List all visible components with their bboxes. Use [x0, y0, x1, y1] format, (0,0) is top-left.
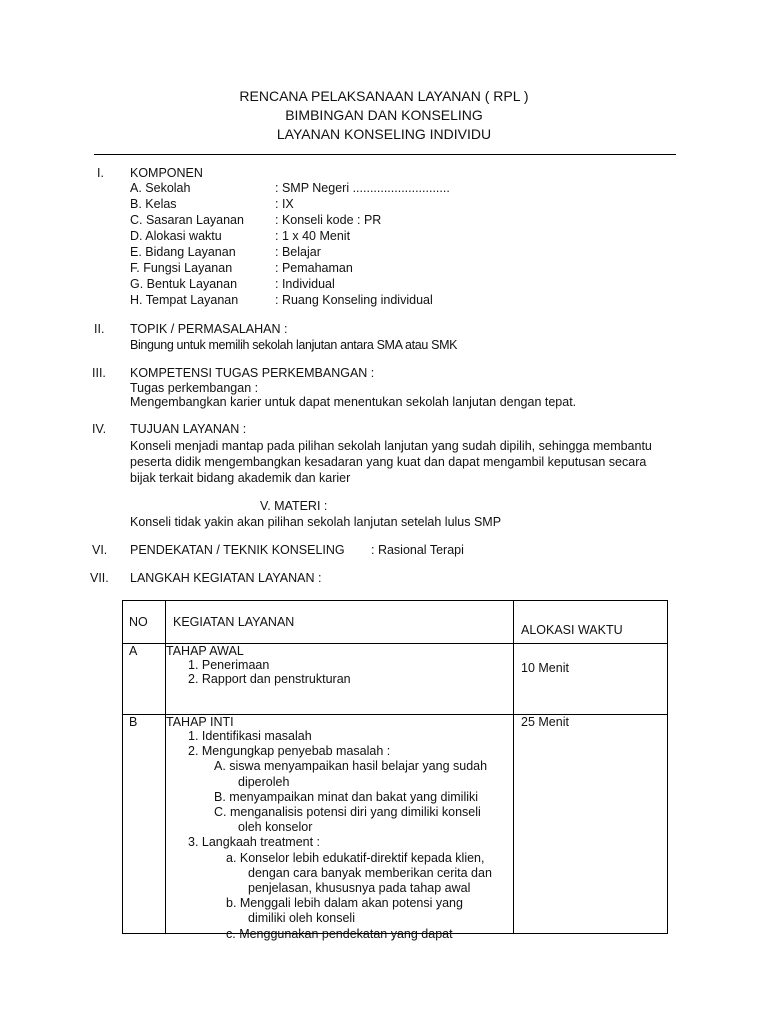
row-b-line: 3. Langkaah treatment :	[188, 835, 321, 850]
header-divider	[94, 154, 676, 155]
component-value: : 1 x 40 Menit	[275, 229, 351, 243]
section-2-body: Bingung untuk memilih sekolah lanjutan antara SMA atau SMK	[130, 338, 458, 352]
component-value: : Individual	[275, 277, 335, 291]
row-b-line: dimiliki oleh konseli	[248, 911, 355, 926]
section-4-title: TUJUAN LAYANAN :	[130, 422, 247, 436]
section-1-number: I.	[97, 166, 104, 180]
component-label: D. Alokasi waktu	[130, 229, 222, 243]
row-b-line: 1. Identifikasi masalah	[188, 729, 312, 743]
row-b-line: 2. Mengungkap penyebab masalah :	[188, 744, 391, 759]
component-label: E. Bidang Layanan	[130, 245, 236, 259]
section-3-number: III.	[92, 366, 106, 380]
row-a-item-2: 2. Rapport dan penstrukturan	[188, 672, 351, 686]
section-4-line-3: bijak terkait bidang akademik dan karier	[130, 471, 351, 485]
section-3-subtitle: Tugas perkembangan :	[130, 381, 259, 395]
row-b-line: oleh konselor	[238, 820, 313, 835]
section-6-number: VI.	[92, 543, 108, 557]
section-5-title: V. MATERI :	[260, 499, 328, 513]
row-b-title: TAHAP INTI	[166, 715, 234, 729]
component-label: C. Sasaran Layanan	[130, 213, 244, 227]
row-b-line: b. Menggali lebih dalam akan potensi yang	[226, 896, 463, 911]
row-b-no: B	[129, 715, 138, 729]
section-7-number: VII.	[90, 571, 109, 585]
component-label: B. Kelas	[130, 197, 177, 211]
component-label: H. Tempat Layanan	[130, 293, 239, 307]
table-column-divider-2	[513, 600, 514, 934]
section-6-title: PENDEKATAN / TEKNIK KONSELING	[130, 543, 345, 557]
section-2-title: TOPIK / PERMASALAHAN :	[130, 322, 288, 336]
document-title-line-1: RENCANA PELAKSANAAN LAYANAN ( RPL )	[239, 88, 529, 104]
row-b-line: diperoleh	[238, 774, 290, 789]
table-border-right	[667, 600, 668, 934]
section-4-number: IV.	[92, 422, 107, 436]
header-no: NO	[129, 615, 148, 629]
row-a-title: TAHAP AWAL	[166, 644, 244, 658]
section-1-title: KOMPONEN	[130, 166, 203, 180]
table-border-top	[122, 600, 668, 601]
component-value: : SMP Negeri ............................	[275, 181, 450, 195]
component-value: : IX	[275, 197, 294, 211]
row-b-line: a. Konselor lebih edukatif-direktif kepada klien,	[226, 850, 485, 865]
table-border-left	[122, 600, 123, 934]
section-4-line-1: Konseli menjadi mantap pada pilihan sekolah lanjutan yang sudah dipilih, sehingga membantu	[130, 439, 652, 453]
row-b-line: A. siswa menyampaikan hasil belajar yang sudah	[214, 759, 488, 774]
component-label: G. Bentuk Layanan	[130, 277, 238, 291]
row-b-line: C. menganalisis potensi diri yang dimiliki konseli	[214, 805, 481, 819]
row-b-line: c. Menggunakan pendekatan yang dapat	[226, 926, 453, 941]
component-value: : Ruang Konseling individual	[275, 293, 433, 307]
component-label: F. Fungsi Layanan	[130, 261, 233, 275]
header-alokasi: ALOKASI WAKTU	[521, 623, 623, 637]
activity-table	[122, 600, 668, 941]
section-3-title: KOMPETENSI TUGAS PERKEMBANGAN :	[130, 366, 375, 380]
document-title-line-3: LAYANAN KONSELING INDIVIDU	[276, 126, 492, 142]
row-a-no: A	[129, 644, 138, 658]
row-b-line: penjelasan, khususnya pada tahap awal	[248, 881, 471, 895]
component-value: : Belajar	[275, 245, 321, 259]
row-b-line: dengan cara banyak memberikan cerita dan	[248, 865, 492, 880]
component-label: A. Sekolah	[130, 181, 191, 195]
section-7-title: LANGKAH KEGIATAN LAYANAN :	[130, 571, 322, 585]
component-value: : Pemahaman	[275, 261, 353, 275]
section-3-body: Mengembangkan karier untuk dapat menentukan sekolah lanjutan dengan tepat.	[130, 395, 577, 409]
document-title-line-2: BIMBINGAN DAN KONSELING	[285, 107, 483, 123]
section-5-body: Konseli tidak yakin akan pilihan sekolah lanjutan setelah lulus SMP	[130, 515, 502, 529]
section-6-value: : Rasional Terapi	[371, 543, 464, 557]
header-kegiatan: KEGIATAN LAYANAN	[173, 615, 295, 629]
component-value: : Konseli kode : PR	[275, 213, 382, 227]
section-4-line-2: peserta didik mengembangkan kesadaran yang kuat dan dapat mengambil keputusan secara	[130, 455, 647, 469]
row-b-time: 25 Menit	[521, 715, 569, 729]
section-2-number: II.	[94, 322, 105, 336]
row-a-time: 10 Menit	[521, 661, 569, 675]
row-b-line: B. menyampaikan minat dan bakat yang dimiliki	[214, 789, 479, 804]
row-a-item-1: 1. Penerimaan	[188, 658, 270, 672]
